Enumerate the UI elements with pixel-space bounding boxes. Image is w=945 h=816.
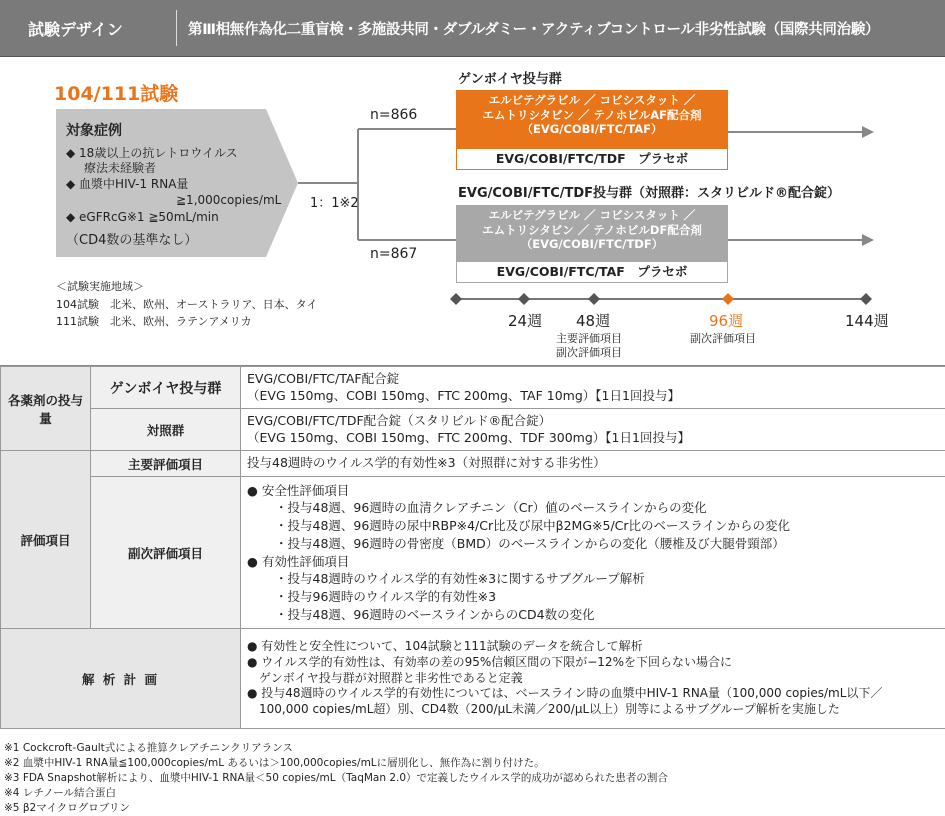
- analysis-line: ● 有効性と安全性について、104試験と111試験のデータを統合して解析: [247, 638, 643, 653]
- arm2-drug-line: エムトリシタビン ／ テノホビルDF配合剤: [482, 222, 702, 237]
- analysis-line: 100,000 copies/mL超）別、CD4数（200/μL未満／200/μL以上）別等によるサブグループ解析を実施した: [259, 702, 840, 717]
- arm2-drug-line: （EVG/COBI/FTC/TDF）: [520, 237, 664, 252]
- population-item: ◆ 18歳以上の抗レトロウイルス: [66, 146, 238, 160]
- dose-value: [241, 367, 945, 409]
- dose-line: EVG/COBI/FTC/TDF配合錠（スタリビルド®配合錠）: [247, 413, 552, 429]
- timeline-marker-0: [450, 293, 462, 305]
- arm1-drug-box: [456, 90, 728, 148]
- dose-value: [241, 409, 945, 451]
- week-label-48: 48週: [576, 312, 611, 330]
- primary-endpoint-label: 主要評価項目: [91, 451, 241, 477]
- analysis-value: [241, 629, 945, 729]
- study-design-diagram: [0, 57, 945, 366]
- footnote: ※1 Cockcroft-Gault式による推算クレアチニンクリアランス: [4, 742, 293, 754]
- arm2-arrow-head: [862, 234, 874, 246]
- timeline-marker-144: [860, 293, 872, 305]
- week48-endpoints: [556, 332, 622, 361]
- secondary-endpoint-label: 副次評価項目: [91, 477, 241, 629]
- header-divider: [176, 10, 177, 46]
- population-item: ≧1,000copies/mL: [176, 193, 282, 207]
- secondary-line: ● 有効性評価項目: [247, 553, 350, 569]
- footnote: ※4 レチノール結合蛋白: [4, 786, 117, 799]
- footnotes: [4, 741, 668, 816]
- analysis-line: ゲンボイヤ投与群が対照群と非劣性であると定義: [259, 670, 523, 685]
- study-design-title: 第Ⅲ相無作為化二重盲検・多施設共同・ダブルダミー・アクティブコントロール非劣性試験（国際共同治験）: [188, 21, 880, 38]
- secondary-line: ・投与96週時のウイルス学的有効性※3: [275, 589, 497, 604]
- arm1-placebo: EVG/COBI/FTC/TDF プラセボ: [456, 148, 728, 170]
- population-item: ◆ eGFRcG※1 ≧50mL/min: [66, 210, 219, 224]
- secondary-line: ・投与48週、96週時の骨密度（BMD）のベースラインからの変化（腰椎及び大腿骨頸部）: [275, 535, 785, 551]
- footnote: ※2 血漿中HIV-1 RNA量≦100,000copies/mL あるいは＞100,000copies/mLに層別化し、無作為に割り付けた。: [4, 756, 545, 769]
- analysis-line: ● ウイルス学的有効性は、有効率の差の95%信頼区間の下限が−12%を下回らない場合に: [247, 654, 732, 669]
- secondary-line: ・投与48週時のウイルス学的有効性※3に関するサブグループ解析: [275, 571, 645, 587]
- arm2-title: EVG/COBI/FTC/TDF投与群（対照群：スタリビルド®配合錠）: [458, 186, 841, 201]
- dose-line: EVG/COBI/FTC/TAF配合錠: [247, 371, 400, 387]
- timeline-marker-24: [518, 293, 530, 305]
- randomization-ratio: 1：1※2: [310, 196, 359, 211]
- arm1-arrow-head: [862, 126, 874, 138]
- arm1-title: ゲンボイヤ投与群: [458, 72, 562, 87]
- week48-endpoint: 副次評価項目: [556, 346, 622, 360]
- footnote: ※5 β2マイクログロブリン: [4, 801, 130, 814]
- arm2-drug-box: [456, 205, 728, 261]
- analysis-header: 解 析 計 画: [1, 629, 241, 729]
- study-info-table: [0, 366, 945, 729]
- week48-endpoint: 主要評価項目: [556, 332, 622, 345]
- endpoints-header: 評価項目: [1, 451, 91, 629]
- secondary-line: ・投与48週、96週時の尿中RBP※4/Cr比及び尿中β2MG※5/Cr比のベースラインからの変化: [275, 518, 791, 533]
- arm1-n: n=866: [370, 107, 418, 123]
- population-title: 対象症例: [66, 123, 122, 139]
- arm2-n: n=867: [370, 246, 418, 262]
- population-item: ◆ 血漿中HIV-1 RNA量: [66, 177, 189, 191]
- dose-row: [1, 409, 945, 451]
- primary-endpoint-value: 投与48週時のウイルス学的有効性※3（対照群に対する非劣性）: [241, 451, 945, 477]
- week-label-24: 24週: [508, 312, 543, 330]
- timeline-marker-96: [722, 293, 734, 305]
- region-line: 104試験 北米、欧州、オーストラリア、日本、タイ: [56, 298, 318, 311]
- regions-title: ＜試験実施地域＞: [56, 280, 144, 293]
- dose-label: ゲンボイヤ投与群: [91, 367, 241, 409]
- trial-name: 104/111試験: [54, 83, 179, 105]
- header-bar: [0, 0, 945, 57]
- arm1-drug-line: エムトリシタビン ／ テノホビルAF配合剤: [482, 107, 702, 122]
- region-line: 111試験 北米、欧州、ラテンアメリカ: [56, 315, 252, 328]
- week-label-144: 144週: [845, 312, 889, 330]
- secondary-endpoint-value: [241, 477, 945, 629]
- analysis-row: [1, 629, 945, 729]
- primary-endpoint-row: [1, 451, 945, 477]
- secondary-line: ・投与48週、96週時のベースラインからのCD4数の変化: [275, 606, 595, 622]
- arm2-drug-line: エルビテグラビル ／ コビシスタット ／: [488, 208, 696, 222]
- dose-header: 各薬剤の投与量: [1, 367, 91, 451]
- week96-endpoints: [690, 332, 756, 346]
- dose-line: （EVG 150mg、COBI 150mg、FTC 200mg、TDF 300mg）【1日1回投与】: [247, 429, 690, 445]
- dose-label: 対照群: [91, 409, 241, 451]
- section-title: 試験デザイン: [28, 19, 123, 39]
- dose-line: （EVG 150mg、COBI 150mg、FTC 200mg、TAF 10mg）【1日1回投与】: [247, 387, 680, 403]
- analysis-line: ● 投与48週時のウイルス学的有効性については、ベースライン時の血漿中HIV-1 RNA量（100,000 copies/mL以下／: [247, 686, 883, 701]
- secondary-line: ● 安全性評価項目: [247, 482, 350, 498]
- population-item: 療法未経験者: [84, 161, 157, 175]
- week-label-96: 96週: [709, 312, 744, 330]
- footnote: ※3 FDA Snapshot解析により、血漿中HIV-1 RNA量＜50 copies/mL（TaqMan 2.0）で定義したウイルス学的成功が認められた患者の割合: [4, 771, 668, 784]
- secondary-line: ・投与48週、96週時の血清クレアチニン（Cr）値のベースラインからの変化: [275, 500, 707, 516]
- secondary-endpoint-row: [1, 477, 945, 629]
- timeline-marker-48: [588, 293, 600, 305]
- dose-row: [1, 367, 945, 409]
- population-note: （CD4数の基準なし）: [66, 233, 198, 248]
- arm1-drug-line: （EVG/COBI/FTC/TAF）: [521, 122, 663, 137]
- arm1-drug-line: エルビテグラビル ／ コビシスタット ／: [488, 93, 696, 107]
- arm2-placebo: EVG/COBI/FTC/TAF プラセボ: [456, 261, 728, 283]
- week96-endpoint: 副次評価項目: [690, 332, 756, 345]
